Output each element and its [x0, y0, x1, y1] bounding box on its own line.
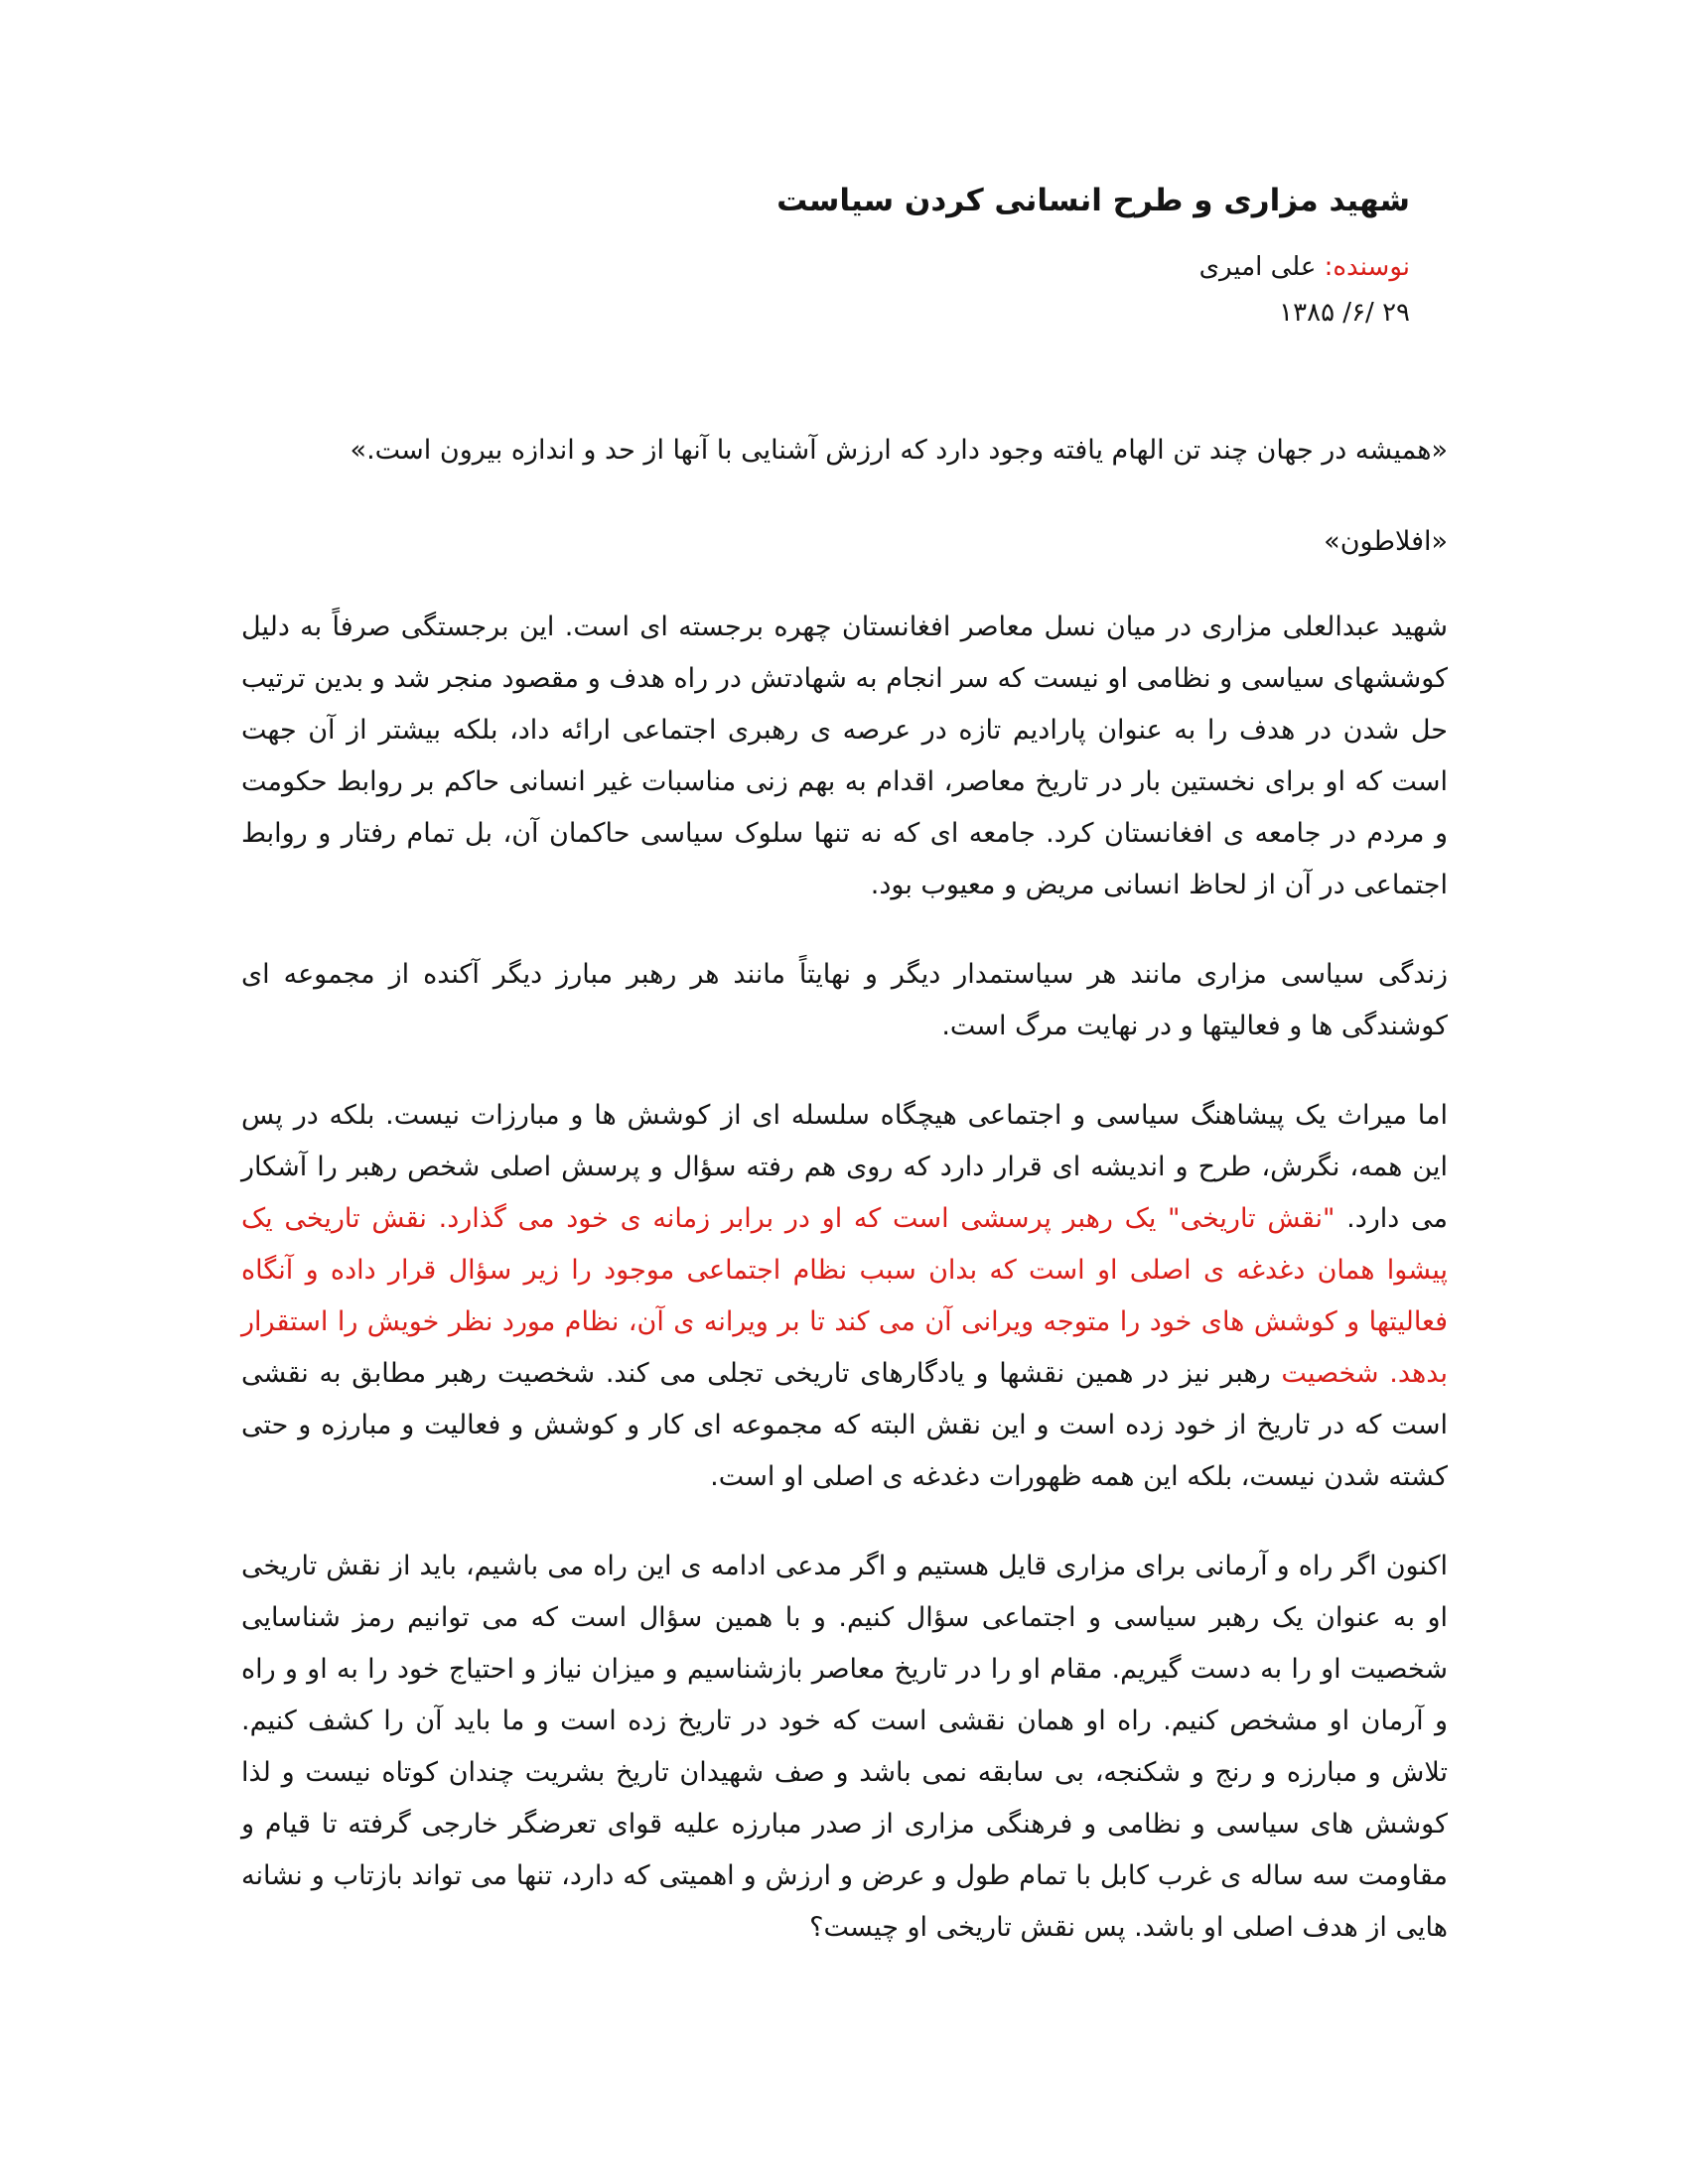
paragraph-3-segment-black-1: اما میراث یک پیشاهنگ سیاسی و اجتماعی هیچگاه سلسله ای از کوشش ها و مبارزات نیست. بلکه در پس این همه، نگرش، طرح و اندیشه ای قرار دارد که روی هم رفته سؤال و پرسش اصلی شخص رهبر را آشکار می دارد. [241, 1100, 1448, 1234]
paragraph-3 [241, 1090, 1448, 1503]
paragraph-4-text: اکنون اگر راه و آرمانی برای مزاری قایل هستیم و اگر مدعی ادامه ی این راه می باشیم، باید از نقش تاریخی او به عنوان یک رهبر سیاسی و اجتماعی سؤال کنیم. و با همین سؤال است که می توانیم رمز شناسایی شخصیت او را به دست گیریم. مقام او را در تاریخ معاصر بازشناسیم و میزان نیاز و احتیاج خود را به او و راه و آرمان او مشخص کنیم. راه او همان نقشی است که خود در تاریخ زده است و ما باید آن را کشف کنیم. تلاش و مبارزه و رنج و شکنجه، بی سابقه نمی باشد و صف شهیدان تاریخ بشریت چندان کوتاه نیست و لذا کوشش های سیاسی و نظامی و فرهنگی مزاری از صدر مبارزه علیه قوای تعرضگر خارجی گرفته تا قیام و مقاومت سه ساله ی غرب کابل با تمام طول و عرض و ارزش و اهمیتی که دارد، تنها می تواند بازتاب و نشانه هایی از هدف اصلی او باشد. پس نقش تاریخی او چیست؟ [241, 1551, 1448, 1943]
paragraph-3-segment-black-2: رهبر نیز در همین نقشها و یادگارهای تاریخی تجلی می کند. شخصیت رهبر مطابق به نقشی است که در تاریخ از خود زده است و این نقش البته که مجموعه ای کار و کوشش و فعالیت و مبارزه و حتی کشته شدن نیست، بلکه این همه ظهورات دغدغه ی اصلی او است. [241, 1358, 1448, 1492]
author-name: علی امیری [1198, 252, 1325, 282]
author-label: نوسنده: [1324, 252, 1410, 282]
epigraph-attribution: «افلاطون» [1324, 526, 1448, 557]
epigraph-quote: «همیشه در جهان چند تن الهام یافته وجود دارد که ارزش آشنایی با آنها از حد و اندازه بیرون است.» [350, 435, 1448, 466]
page-title: شهید مزاری و طرح انسانی کردن سیاست [776, 183, 1410, 218]
paragraph-1 [241, 602, 1448, 911]
date-text: ۲۹ /۶/ ۱۳۸۵ [1279, 298, 1410, 328]
paragraph-1-text: شهید عبدالعلی مزاری در میان نسل معاصر افغانستان چهره برجسته ای است. این برجستگی صرفاً به دلیل کوششهای سیاسی و نظامی او نیست که سر انجام به شهادتش در راه هدف و مقصود منجر شد و بدین ترتیب حل شدن در هدف را به عنوان پارادیم تازه در عرصه ی رهبری اجتماعی ارائه داد، بلکه بیشتر از آن جهت است که او برای نخستین بار در تاریخ معاصر، اقدام به بهم زنی مناسبات غیر انسانی حاکم بر روابط حکومت و مردم در جامعه ی افغانستان کرد. جامعه ای که نه تنها سلوک سیاسی حاکمان آن، بل تمام رفتار و روابط اجتماعی در آن از لحاظ انسانی مریض و معیوب بود. [241, 612, 1448, 900]
paragraph-2-text: زندگی سیاسی مزاری مانند هر سیاستمدار دیگر و نهایتاً مانند هر رهبر مبارز دیگر آکنده از مجموعه ای کوشندگی ها و فعالیتها و در نهایت مرگ است. [241, 959, 1448, 1041]
document-header [241, 177, 1448, 336]
byline [241, 244, 1410, 290]
paragraph-3-segment-red: "نقش تاریخی" یک رهبر پرسشی است که او در برابر زمانه ی خود می گذارد. نقش تاریخی یک پیشوا همان دغدغه ی اصلی او است که بدان سبب نظام اجتماعی موجود را زیر سؤال قرار داده و آنگاه فعالیتها و کوشش های خود را متوجه ویرانی آن می کند تا بر ویرانه ی آن، نظام مورد نظر خویش را استقرار بدهد. شخصیت [241, 1203, 1448, 1389]
paragraph-4 [241, 1541, 1448, 1954]
paragraph-2 [241, 949, 1448, 1052]
